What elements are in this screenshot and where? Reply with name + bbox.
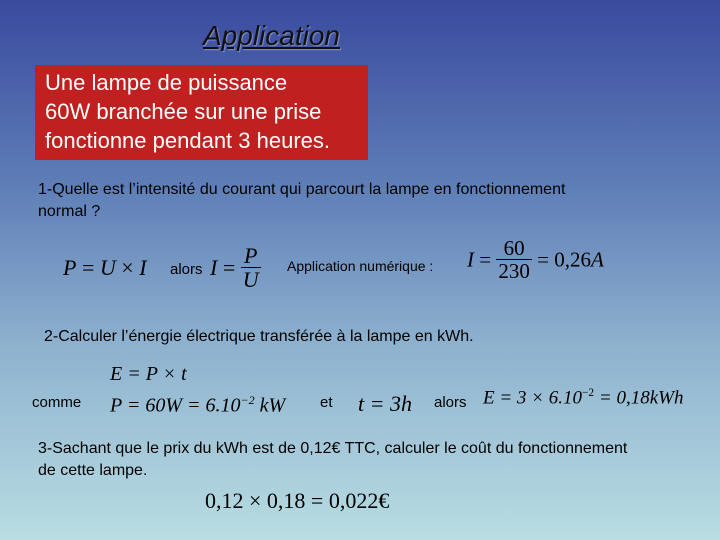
times-sign: × <box>121 255 134 280</box>
numeric-equals-1: = <box>479 247 492 272</box>
fraction-numerator: P <box>241 244 261 268</box>
numeric-numerator: 60 <box>496 237 532 260</box>
alors-label-2: alors <box>434 394 467 411</box>
power-value-lhs: P = 60W = 6.10 <box>110 394 241 417</box>
power-value-formula <box>110 393 285 418</box>
et-label: et <box>320 394 333 411</box>
intensity-unit: A <box>590 247 604 272</box>
statement-line-2: 60W branchée sur une prise <box>45 99 322 124</box>
equals-sign: = <box>81 255 95 280</box>
time-formula: t = 3h <box>358 391 412 416</box>
power-value-exponent: −2 <box>240 393 255 407</box>
energy-result-formula <box>483 387 683 409</box>
fraction-denominator: U <box>242 267 259 293</box>
statement-line-3: fonctionne pendant 3 heures. <box>45 128 331 153</box>
question-1-line-1: 1-Quelle est l’intensité du courant qui parcourt la lampe en fonctionnement <box>38 181 566 198</box>
numeric-equals-2: = <box>537 247 549 272</box>
energy-formula: E = P × t <box>110 363 187 385</box>
question-3-line-2: de cette lampe. <box>38 462 148 479</box>
problem-statement-box <box>35 65 368 160</box>
numeric-intensity-formula <box>467 237 604 283</box>
statement-line-1: Une lampe de puissance <box>45 70 288 95</box>
voltage-symbol: U <box>99 255 116 280</box>
numeric-denominator: 230 <box>498 259 530 284</box>
application-numerique-label: Application numérique : <box>287 258 434 274</box>
question-3-line-1: 3-Sachant que le prix du kWh est de 0,12€ TTC, calculer le coût du fonctionnement <box>38 440 628 457</box>
question-1-line-2: normal ? <box>38 203 101 220</box>
intensity-lhs: I <box>210 255 218 281</box>
question-2: 2-Calculer l’énergie électrique transférée à la lampe en kWh. <box>44 328 474 345</box>
numeric-intensity-lhs: I <box>467 247 474 272</box>
power-formula <box>63 255 147 281</box>
power-symbol: P <box>63 255 77 280</box>
comme-label: comme <box>32 394 82 411</box>
intensity-equals: = <box>222 255 236 281</box>
cost-formula: 0,12 × 0,18 = 0,022€ <box>205 488 390 513</box>
energy-result-lhs: E = 3 × 6.10 <box>483 387 582 409</box>
energy-result-rhs: = 0,18kWh <box>598 387 684 409</box>
energy-result-exponent: −2 <box>582 387 595 399</box>
alors-label-1: alors <box>170 261 203 278</box>
intensity-result: 0,26 <box>554 247 591 272</box>
intensity-symbol: I <box>139 255 147 280</box>
intensity-formula <box>210 244 261 292</box>
question-3 <box>38 438 627 482</box>
question-1 <box>38 179 565 223</box>
power-value-unit: kW <box>259 394 286 417</box>
slide-title: Application <box>203 20 340 51</box>
